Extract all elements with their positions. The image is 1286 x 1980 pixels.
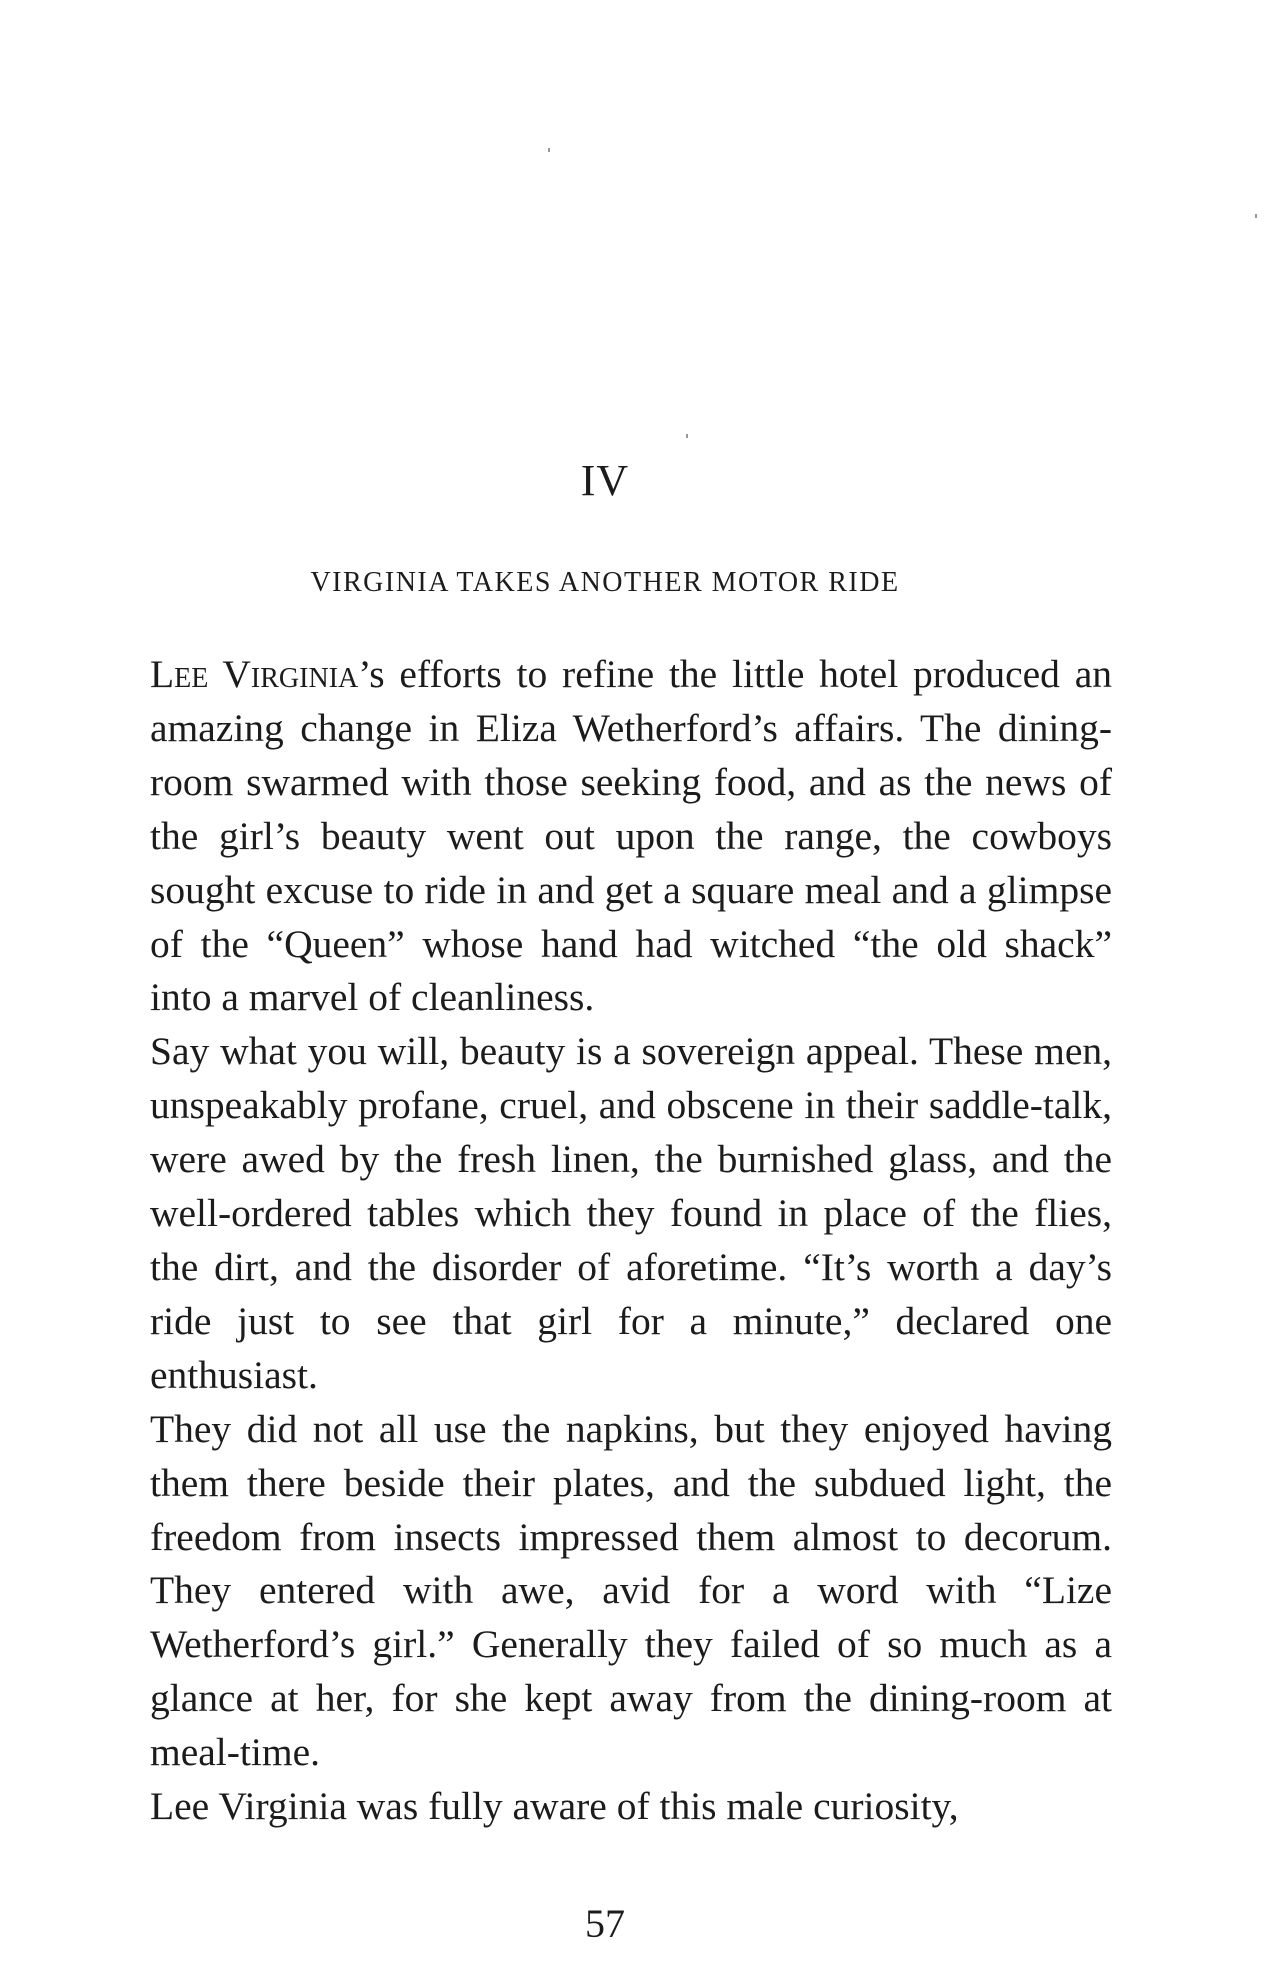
paragraph-1 <box>150 648 1112 1025</box>
paragraph-1-text: ’s efforts to refine the little hotel produced an amazing change in Eliza Wetherford’s affairs. The dining-room swarmed with those seeking food, and as the news of the girl’s beauty went out upon the range, the cowboys sought excuse to ride in and get a square meal and a glimpse of the “Queen” whose hand had witched “the old shack” into a marvel of cleanliness. <box>150 652 1112 1020</box>
chapter-title: VIRGINIA TAKES ANOTHER MOTOR RIDE <box>310 567 900 598</box>
print-speck <box>686 434 688 438</box>
paragraph-3: They did not all use the napkins, but they enjoyed having them there beside their plates, and the subdued light, the freedom from insects impressed them almost to decorum. They entered with awe, avid for a word with “Lize Wetherford’s girl.” Generally they failed of so much as a glance at her, for she kept away from the dining-room at meal-time. <box>150 1406 1112 1775</box>
chapter-number: IV <box>580 456 630 505</box>
paragraph-lead-words: Lee Virginia <box>150 652 359 696</box>
print-speck <box>548 148 550 152</box>
page-number: 57 <box>585 1901 625 1946</box>
body-text <box>150 648 1112 1834</box>
print-speck <box>1255 214 1257 218</box>
paragraph-2: Say what you will, beauty is a sovereign appeal. These men, unspeakably profane, cruel, and obscene in their saddle-talk, were awed by the fresh linen, the burnished glass, and the well-ordered tables which they found in place of the flies, the dirt, and the disorder of aforetime. “It’s worth a day’s ride just to see that girl for a minute,” declared one enthusiast. <box>150 1029 1112 1397</box>
paragraph-4: Lee Virginia was fully aware of this male curiosity, <box>150 1784 959 1829</box>
